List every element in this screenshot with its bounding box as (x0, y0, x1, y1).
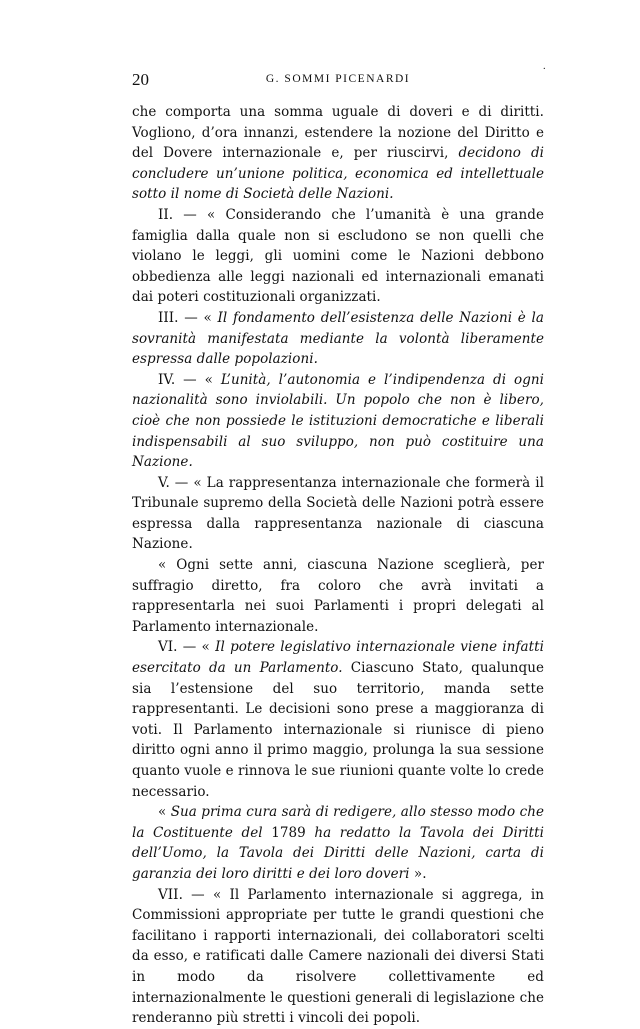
text-run: II. — « Considerando che l’umanità è una grande famiglia dalla quale non si escludono se non quelli che violano le leggi, gli uomini come le Nazioni debbono obbedienza alle leggi nazionali ed internazionali emanati dai poteri costituzionali organizzati. (132, 206, 544, 306)
page-number: 20 (132, 70, 149, 89)
paragraph-p-iii (132, 308, 544, 370)
italic-text: Il fondamento dell’esistenza delle Nazioni è la sovranità manifestata mediante la volontà liberamente espressa dalle popolazioni. (132, 309, 545, 368)
paragraph-p-vi2 (132, 802, 544, 884)
text-run: « Ogni sette anni, ciascuna Nazione sceglierà, per suffragio diretto, fra coloro che avrà invitati a rappresentarla nei suoi Parlamenti i propri delegati al Parlamento internazionale. (132, 557, 544, 635)
body-text (132, 102, 544, 1029)
italic-text: decidono di concludere un’unione politica, economica ed intellettuale sotto il nome di Società delle Nazioni. (132, 145, 545, 203)
text-run: VI. — « (158, 639, 216, 656)
running-head: G. SOMMI PICENARDI (265, 73, 411, 85)
text-run: VII. — « Il Parlamento internazionale si aggrega, in Commissioni appropriate per tutte le grandi questioni che facilitano i rapporti internazionali, dei collaboratori scelti da esso, e ratificati dalle Camere nazionali dei diversi Stati in modo da risolvere collettivamente ed internazionalmente le questioni generali di legislazione che renderanno più stretti i vincoli dei popoli. (132, 886, 544, 1027)
italic-text: Il potere legislativo internazionale viene infatti esercitato da un Parlamento. (132, 639, 544, 677)
paragraph-p-iv (132, 370, 544, 473)
text-run: IV. — « (158, 371, 221, 388)
paragraph-p-vii (132, 885, 544, 1029)
italic-text: Sua prima cura sarà di redigere, allo stesso modo che la Costituente del (132, 804, 544, 841)
book-page (132, 64, 546, 1029)
paragraph-p-ii (132, 205, 544, 308)
paragraph-p-vi (132, 637, 544, 802)
italic-text: L’unità, l’autonomia e l’indipendenza di ogni nazionalità sono inviolabili. Un popolo che non è libero, cioè che non possiede le istituzioni democratiche e liberali indispensabili al suo sviluppo, non può costituire una Nazione. (132, 371, 545, 471)
text-run: Ciascuno Stato, qualunque sia l’estensione del suo territorio, manda sette rappresentanti. Le decisioni sono prese a maggioranza di voti. Il Parlamento internazionale si riunisce di pieno diritto ogni anno il primo maggio, prolunga la sua sessione quanto vuole e rinnova le sue riunioni quante volte lo crede necessario. (132, 660, 544, 800)
italic-text: ha redatto la Tavola dei Diritti dell’Uomo, la Tavola dei Diritti delle Nazioni, carta di garanzia dei loro diritti e dei loro doveri (132, 824, 545, 882)
text-run: 1789 (271, 824, 306, 841)
page-header (132, 64, 546, 96)
text-run: V. — « La rappresentanza internazionale che formerà il Tribunale supremo della Società delle Nazioni potrà essere espressa dalla rappresentanza nazionale di ciascuna Nazione. (132, 474, 544, 553)
paragraph-p-v (132, 473, 544, 555)
paragraph-p-intro (132, 102, 544, 205)
text-run: III. — « (158, 309, 218, 326)
text-run: ». (409, 865, 427, 882)
text-run: « (158, 804, 171, 821)
text-run: che comporta una somma uguale di doveri e di diritti. Vogliono, d’ora innanzi, estendere la nozione del Diritto e del Dovere internazionale e, per riuscirvi, (132, 104, 544, 162)
margin-mark: · (542, 64, 546, 75)
paragraph-p-v2 (132, 555, 544, 637)
